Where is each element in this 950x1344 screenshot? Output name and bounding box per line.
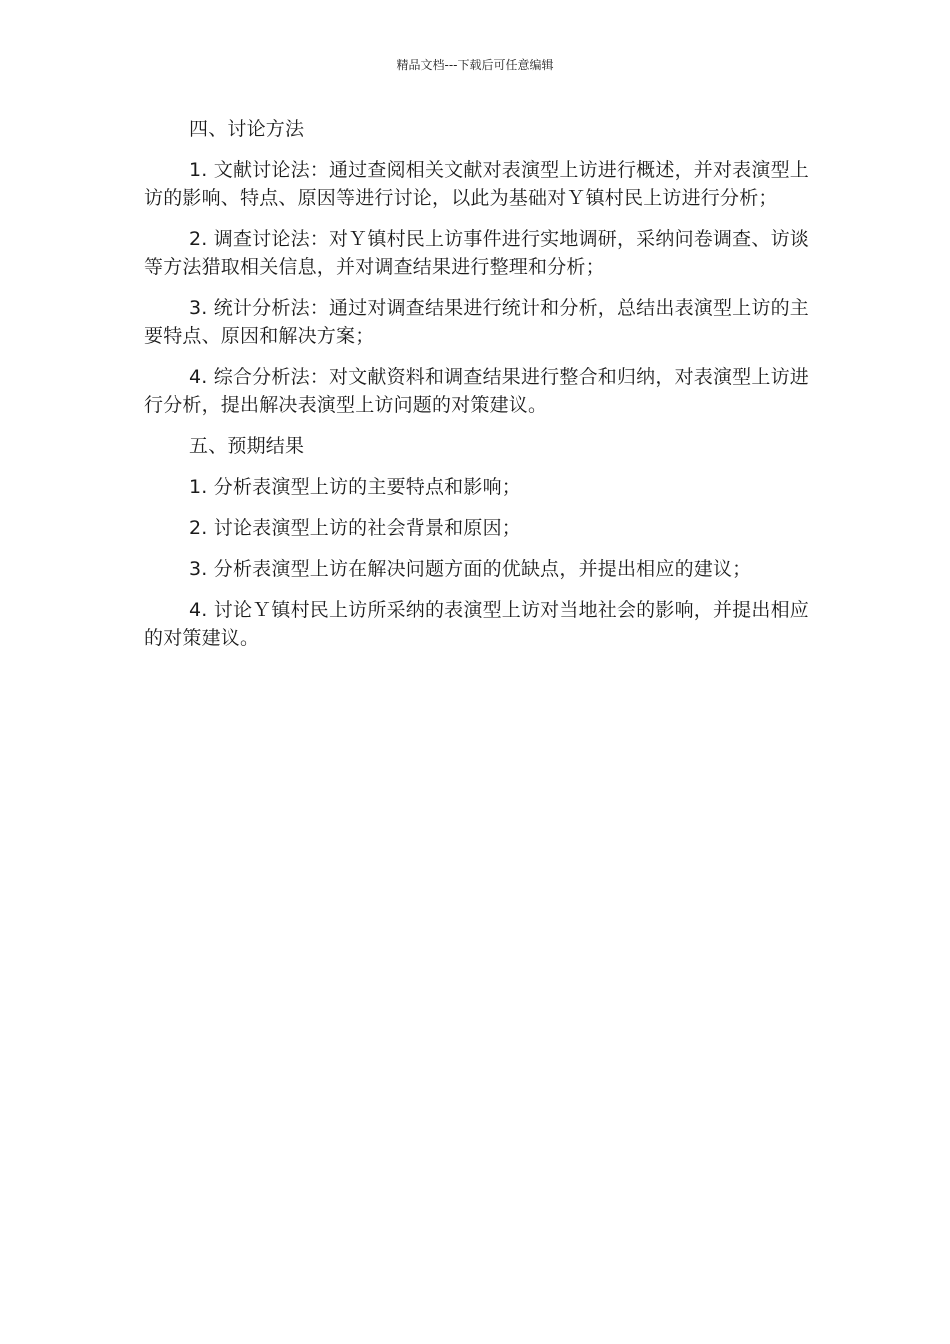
result-item-1: 1. 分析表演型上访的主要特点和影响；: [189, 476, 521, 498]
result-item-4: 4. 讨论Ｙ镇村民上访所采纳的表演型上访对当地社会的影响，并提出相应的对策建议。: [144, 599, 809, 649]
section-heading-methods: 四、讨论方法: [189, 118, 305, 140]
section-heading-expected-results: 五、预期结果: [189, 435, 305, 457]
result-item-2: 2. 讨论表演型上访的社会背景和原因；: [189, 517, 521, 539]
method-item-4: 4. 综合分析法：对文献资料和调查结果进行整合和归纳，对表演型上访进行分析，提出解决表演型上访问题的对策建议。: [144, 366, 809, 416]
page-header-watermark: 精品文档---下载后可任意编辑: [396, 58, 554, 72]
method-item-3: 3. 统计分析法：通过对调查结果进行统计和分析，总结出表演型上访的主要特点、原因和解决方案；: [144, 297, 809, 347]
document-body: [144, 115, 814, 665]
method-item-1: 1. 文献讨论法：通过查阅相关文献对表演型上访进行概述，并对表演型上访的影响、特点、原因等进行讨论，以此为基础对Ｙ镇村民上访进行分析；: [144, 159, 809, 209]
method-item-2: 2. 调查讨论法：对Ｙ镇村民上访事件进行实地调研，采纳问卷调查、访谈等方法猎取相关信息，并对调查结果进行整理和分析；: [144, 228, 809, 278]
result-item-3: 3. 分析表演型上访在解决问题方面的优缺点，并提出相应的建议；: [189, 558, 752, 580]
